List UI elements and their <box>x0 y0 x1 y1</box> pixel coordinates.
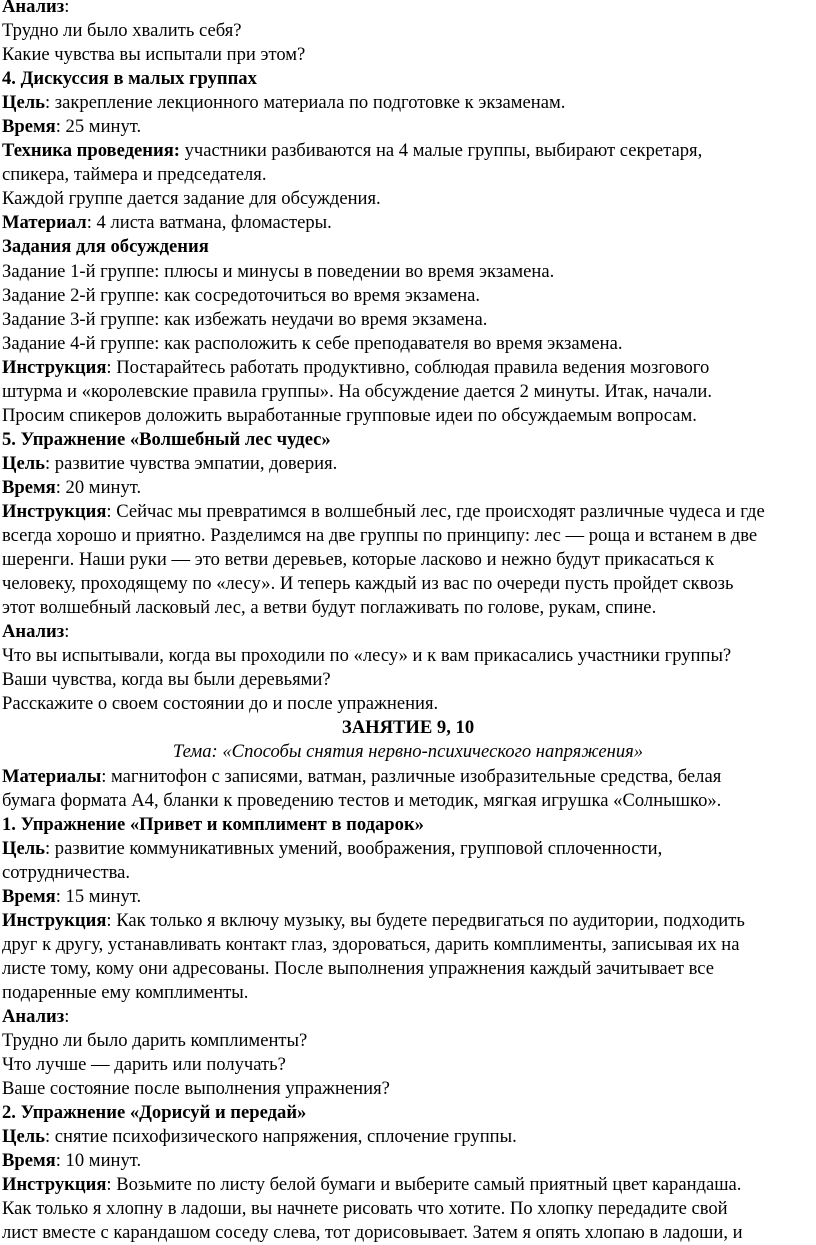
labeled-line <box>2 500 814 524</box>
field-separator: : <box>101 765 107 787</box>
labeled-line <box>2 885 814 909</box>
labeled-line <box>2 1005 814 1029</box>
field-separator: : <box>55 476 61 498</box>
field-separator: : <box>64 0 70 17</box>
field-label: Цель <box>2 92 45 114</box>
field-separator: : <box>86 212 92 234</box>
field-separator: : <box>55 1150 61 1172</box>
line-text: человеку, проходящему по «лесу». И теперь каждый из вас по очереди пусть пройдет сквозь <box>2 573 734 595</box>
field-text: развитие чувства эмпатии, доверия. <box>50 452 338 474</box>
field-separator: : <box>44 1126 51 1148</box>
lesson-heading-text: ЗАНЯТИЕ 9, 10 <box>341 717 475 739</box>
section-heading <box>2 67 814 91</box>
line-text: Каждой группе дается задание для обсуждения. <box>2 188 381 210</box>
line-text: всегда хорошо и приятно. Разделимся на две группы по принципу: лес — роща и встанем в две <box>2 525 758 547</box>
text-line <box>2 308 814 332</box>
field-text: Постарайтесь работать продуктивно, соблюдая правила ведения мозгового <box>111 356 710 378</box>
text-line <box>2 644 814 668</box>
field-text: Возьмите по листу белой бумаги и выберите самый приятный цвет карандаша. <box>111 1174 742 1196</box>
line-text: Задание 2-й группе: как сосредоточиться во время экзамена. <box>2 284 481 306</box>
line-text: спикера, таймера и председателя. <box>2 164 267 186</box>
text-line <box>2 572 814 596</box>
field-text: 20 минут. <box>60 476 142 498</box>
text-line <box>2 43 814 67</box>
text-line <box>2 260 814 284</box>
labeled-line <box>2 1173 814 1197</box>
field-text: 25 минут. <box>60 116 142 138</box>
section-heading-text: 2. Упражнение «Дорисуй и передай» <box>2 1102 307 1124</box>
field-text: развитие коммуникативных умений, воображения, групповой сплоченности, <box>50 837 663 859</box>
text-line <box>2 1221 814 1245</box>
line-text: Как только я хлопну в ладоши, вы начнете рисовать что хотите. По хлопку передадите свой <box>2 1198 728 1220</box>
labeled-line <box>2 837 814 861</box>
field-separator: : <box>55 116 61 138</box>
text-line <box>2 596 814 620</box>
field-separator: : <box>64 621 70 643</box>
text-line <box>2 789 814 813</box>
field-label: Цель <box>2 452 45 474</box>
field-label: Техника проведения: <box>2 140 180 162</box>
lesson-heading <box>2 716 814 740</box>
line-text: Трудно ли было хвалить себя? <box>2 20 242 42</box>
field-separator: : <box>106 909 112 931</box>
field-label: Инструкция <box>2 909 107 931</box>
line-text: Ваши чувства, когда вы были деревьями? <box>2 669 331 691</box>
labeled-line <box>2 356 814 380</box>
field-label: Цель <box>2 1126 45 1148</box>
field-label: Время <box>2 116 56 138</box>
field-text: 10 минут. <box>60 1150 142 1172</box>
field-separator: : <box>106 1174 112 1196</box>
section-heading-text: Задания для обсуждения <box>2 236 209 258</box>
line-text: Задание 3-й группе: как избежать неудачи во время экзамена. <box>2 308 488 330</box>
field-label: Инструкция <box>2 1174 107 1196</box>
text-line <box>2 548 814 572</box>
field-label: Материалы <box>2 765 102 787</box>
field-text: участники разбиваются на 4 малые группы, выбирают секретаря, <box>179 140 703 162</box>
text-line <box>2 861 814 885</box>
field-label: Время <box>2 476 56 498</box>
text-line <box>2 981 814 1005</box>
field-separator: : <box>106 500 112 522</box>
field-separator: : <box>44 837 51 859</box>
field-separator: : <box>64 1005 70 1027</box>
section-heading-text: 4. Дискуссия в малых группах <box>2 68 257 90</box>
line-text: сотрудничества. <box>2 861 131 883</box>
text-line <box>2 933 814 957</box>
labeled-line <box>2 909 814 933</box>
field-text: снятие психофизического напряжения, сплочение группы. <box>50 1126 517 1148</box>
field-label: Материал <box>2 212 87 234</box>
text-line <box>2 1197 814 1221</box>
field-label: Анализ <box>2 1005 65 1027</box>
field-separator: : <box>44 92 51 114</box>
line-text: Задание 1-й группе: плюсы и минусы в поведении во время экзамена. <box>2 260 555 282</box>
text-line <box>2 1053 814 1077</box>
text-line <box>2 332 814 356</box>
labeled-line <box>2 0 814 19</box>
labeled-line <box>2 476 814 500</box>
field-text: 4 листа ватмана, фломастеры. <box>91 212 332 234</box>
line-text: подаренные ему комплименты. <box>2 981 249 1003</box>
text-line <box>2 187 814 211</box>
labeled-line <box>2 91 814 115</box>
text-line <box>2 1077 814 1101</box>
line-text: листе тому, кому они адресованы. После выполнения упражнения каждый зачитывает все <box>2 957 715 979</box>
line-text: бумага формата А4, бланки к проведению тестов и методик, мягкая игрушка «Солнышко». <box>2 789 722 811</box>
field-text: магнитофон с записями, ватман, различные изобразительные средства, белая <box>106 765 722 787</box>
line-text: шеренги. Наши руки — это ветви деревьев, которые ласково и нежно будут прикасаться к <box>2 549 715 571</box>
document-page <box>2 0 814 1245</box>
line-text: друг к другу, устанавливать контакт глаз, здороваться, дарить комплименты, записывая их на <box>2 933 740 955</box>
text-line <box>2 1029 814 1053</box>
text-line <box>2 692 814 716</box>
section-heading <box>2 235 814 259</box>
field-separator: : <box>55 885 61 907</box>
line-text: Какие чувства вы испытали при этом? <box>2 44 306 66</box>
labeled-line <box>2 452 814 476</box>
field-label: Время <box>2 1150 56 1172</box>
line-text: Трудно ли было дарить комплименты? <box>2 1030 308 1052</box>
field-label: Цель <box>2 837 45 859</box>
line-text: штурма и «королевские правила группы». На обсуждение дается 2 минуты. Итак, начали. <box>2 380 712 402</box>
field-label: Время <box>2 885 56 907</box>
labeled-line <box>2 765 814 789</box>
line-text: лист вместе с карандашом соседу слева, тот дорисовывает. Затем я опять хлопаю в ладоши, и <box>2 1222 743 1244</box>
field-text: Сейчас мы превратимся в волшебный лес, где происходят различные чудеса и где <box>111 500 765 522</box>
field-label: Анализ <box>2 0 65 17</box>
labeled-line <box>2 115 814 139</box>
labeled-line <box>2 139 814 163</box>
field-label: Анализ <box>2 621 65 643</box>
field-label: Инструкция <box>2 356 107 378</box>
section-heading-text: 5. Упражнение «Волшебный лес чудес» <box>2 428 331 450</box>
text-line <box>2 524 814 548</box>
line-text: Задание 4-й группе: как расположить к себе преподавателя во время экзамена. <box>2 332 623 354</box>
labeled-line <box>2 620 814 644</box>
line-text: Ваше состояние после выполнения упражнения? <box>2 1078 390 1100</box>
text-line <box>2 668 814 692</box>
line-text: этот волшебный ласковый лес, а ветви будут поглаживать по голове, рукам, спине. <box>2 597 657 619</box>
field-text: закрепление лекционного материала по подготовке к экзаменам. <box>50 92 566 114</box>
text-line <box>2 163 814 187</box>
field-label: Инструкция <box>2 500 107 522</box>
field-text: 15 минут. <box>60 885 142 907</box>
section-heading <box>2 1101 814 1125</box>
labeled-line <box>2 1125 814 1149</box>
text-line <box>2 19 814 43</box>
text-line <box>2 284 814 308</box>
text-line <box>2 404 814 428</box>
field-separator: : <box>106 356 112 378</box>
section-heading <box>2 428 814 452</box>
section-heading-text: 1. Упражнение «Привет и комплимент в подарок» <box>2 813 424 835</box>
text-line <box>2 380 814 404</box>
text-line <box>2 957 814 981</box>
lesson-topic <box>2 740 814 764</box>
lesson-topic-text: Тема: «Способы снятия нервно-психического напряжения» <box>172 741 644 763</box>
line-text: Просим спикеров доложить выработанные групповые идеи по обсуждаемым вопросам. <box>2 404 697 426</box>
field-separator: : <box>44 452 51 474</box>
line-text: Что лучше — дарить или получать? <box>2 1054 286 1076</box>
field-text: Как только я включу музыку, вы будете передвигаться по аудитории, подходить <box>111 909 745 931</box>
labeled-line <box>2 211 814 235</box>
line-text: Что вы испытывали, когда вы проходили по «лесу» и к вам прикасались участники группы? <box>2 645 732 667</box>
line-text: Расскажите о своем состоянии до и после упражнения. <box>2 693 439 715</box>
labeled-line <box>2 1149 814 1173</box>
section-heading <box>2 813 814 837</box>
